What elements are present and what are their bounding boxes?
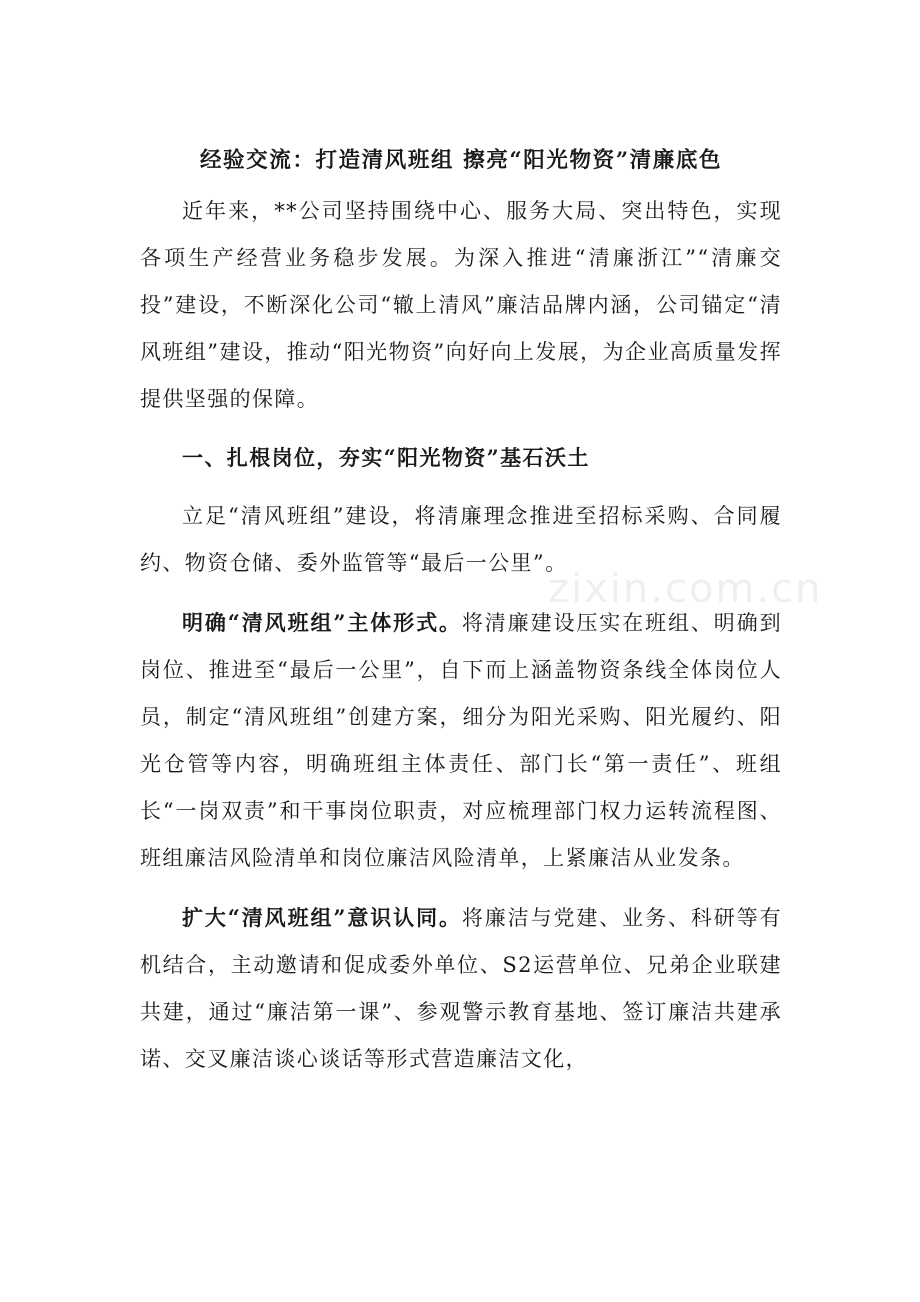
section-heading-1: 一、扎根岗位，夯实“阳光物资”基石沃土 bbox=[182, 445, 590, 470]
document-body bbox=[140, 138, 782, 1083]
spacer bbox=[140, 587, 782, 599]
site-watermark: zixin.com.cn bbox=[548, 566, 823, 612]
item-body-text: 将清廉建设压实在班组、明确到岗位、推进至“最后一公里”，自下而上涵盖物资条线全体岗位人员，制定“清风班组”创建方案，细分为阳光采购、阳光履约、阳光仓管等内容，明确班组主体责任、部门长“第一责任”、班组长“一岗双责”和干事岗位职责，对应梳理部门权力运转流程图、班组廉洁风险清单和岗位廉洁风险清单，上紧廉洁从业发条。 bbox=[140, 611, 782, 870]
item-lead-text: 明确“清风班组”主体形式。 bbox=[182, 610, 462, 635]
section-1-intro-paragraph: 立足“清风班组”建设，将清廉理念推进至招标采购、合同履约、物资仓储、委外监管等“最后一公里”。 bbox=[140, 504, 782, 575]
item-body-text: 将廉洁与党建、业务、科研等有机结合，主动邀请和促成委外单位、S2运营单位、兄弟企业联建共建，通过“廉洁第一课”、参观警示教育基地、签订廉洁共建承诺、交叉廉洁谈心谈话等形式营造廉洁文化， bbox=[140, 906, 782, 1071]
spacer bbox=[140, 882, 782, 894]
document-title: 经验交流：打造清风班组 擦亮“阳光物资”清廉底色 bbox=[199, 148, 723, 173]
item-lead-text: 扩大“清风班组”意识认同。 bbox=[182, 905, 462, 930]
section-1-item-1-paragraph bbox=[140, 599, 782, 882]
spacer bbox=[140, 423, 782, 435]
intro-paragraph: 近年来，**公司坚持围绕中心、服务大局、突出特色，实现各项生产经营业务稳步发展。为深入推进“清廉浙江”“清廉交投”建设，不断深化公司“辙上清风”廉洁品牌内涵，公司锚定“清风班组”建设，推动“阳光物资”向好向上发展，为企业高质量发挥提供坚强的保障。 bbox=[140, 199, 782, 411]
spacer bbox=[140, 481, 782, 493]
section-1-item-2-paragraph bbox=[140, 894, 782, 1083]
